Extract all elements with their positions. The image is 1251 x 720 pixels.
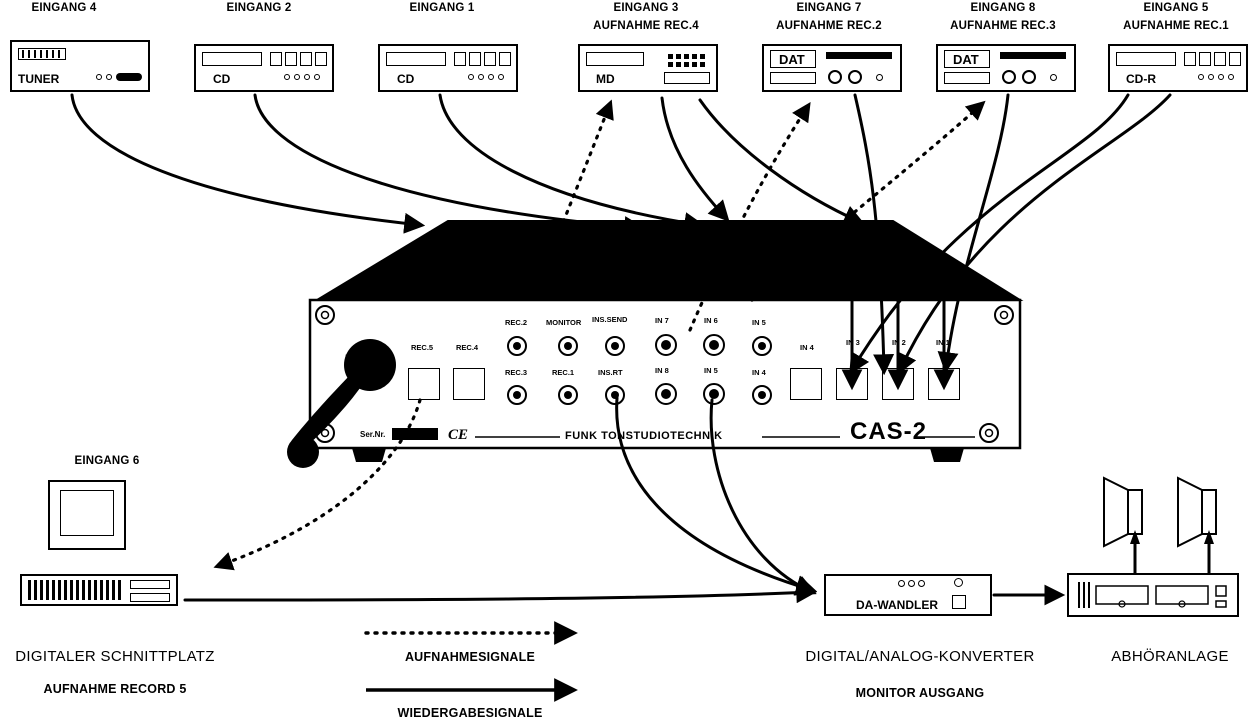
square-jack-label-in4: IN 4 [800,343,814,352]
jack-label-in5-bottom: IN 5 [704,366,718,375]
jack-label-in4-round: IN 4 [752,368,766,377]
jack-label-ins-rt: INS.RT [598,368,623,377]
computer-input-label: EINGANG 6 [74,455,140,467]
computer-sub-caption: AUFNAHME RECORD 5 [43,682,187,696]
source-label-input-0: EINGANG 4 [31,2,97,14]
device-name-1: CD [213,72,231,86]
square-jack-label-rec4: REC.4 [456,343,479,352]
device-name-2: CD [397,72,415,86]
source-label-input-6: EINGANG 5 [1143,2,1209,14]
ce-mark: CE [448,427,469,443]
jack-label-in5-top: IN 5 [752,318,766,327]
model-label: CAS-2 [850,418,928,445]
jack-label-in7: IN 7 [655,316,669,325]
jack-label-ins-send: INS.SEND [592,315,628,324]
converter-caption: DIGITAL/ANALOG-KONVERTER [805,648,1035,665]
source-label-rec-4: AUFNAHME REC.2 [776,20,882,32]
jack-label-rec1: REC.1 [552,368,575,377]
power-label: POWER [345,353,387,365]
jack-label-rec3: REC.3 [505,368,528,377]
device-name-da: DA-WANDLER [856,598,938,612]
jack-label-rec2: REC.2 [505,318,528,327]
jack-label-in8: IN 8 [655,366,669,375]
jack-label-in6: IN 6 [704,316,718,325]
source-label-input-3: EINGANG 3 [613,2,679,14]
serial-label: Ser.Nr. [360,430,386,439]
square-jack-label-rec5: REC.5 [411,343,434,352]
brand-label: FUNK TONSTUDIOTECHNIK [565,430,723,442]
device-name-5: DAT [953,52,979,67]
source-label-input-5: EINGANG 8 [970,2,1036,14]
source-label-rec-6: AUFNAHME REC.1 [1123,20,1229,32]
square-jack-label-in1: IN 1 [936,338,950,347]
computer-caption: DIGITALER SCHNITTPLATZ [15,648,215,665]
source-label-input-4: EINGANG 7 [796,2,862,14]
device-name-4: DAT [779,52,805,67]
converter-sub-caption: MONITOR AUSGANG [855,686,985,700]
device-name-3: MD [596,72,615,86]
legend-label-record: AUFNAHMESIGNALE [404,650,536,664]
legend-label-playback: WIEDERGABESIGNALE [397,706,543,720]
source-label-rec-5: AUFNAHME REC.3 [950,20,1056,32]
square-jack-label-in2: IN 2 [892,338,906,347]
source-label-input-2: EINGANG 1 [409,2,475,14]
source-label-rec-3: AUFNAHME REC.4 [593,20,699,32]
device-name-6: CD-R [1126,72,1156,86]
square-jack-label-in3: IN 3 [846,338,860,347]
source-label-input-1: EINGANG 2 [226,2,292,14]
jack-label-monitor: MONITOR [546,318,582,327]
device-name-0: TUNER [18,72,60,86]
monitors-caption: ABHÖRANLAGE [1111,648,1229,665]
